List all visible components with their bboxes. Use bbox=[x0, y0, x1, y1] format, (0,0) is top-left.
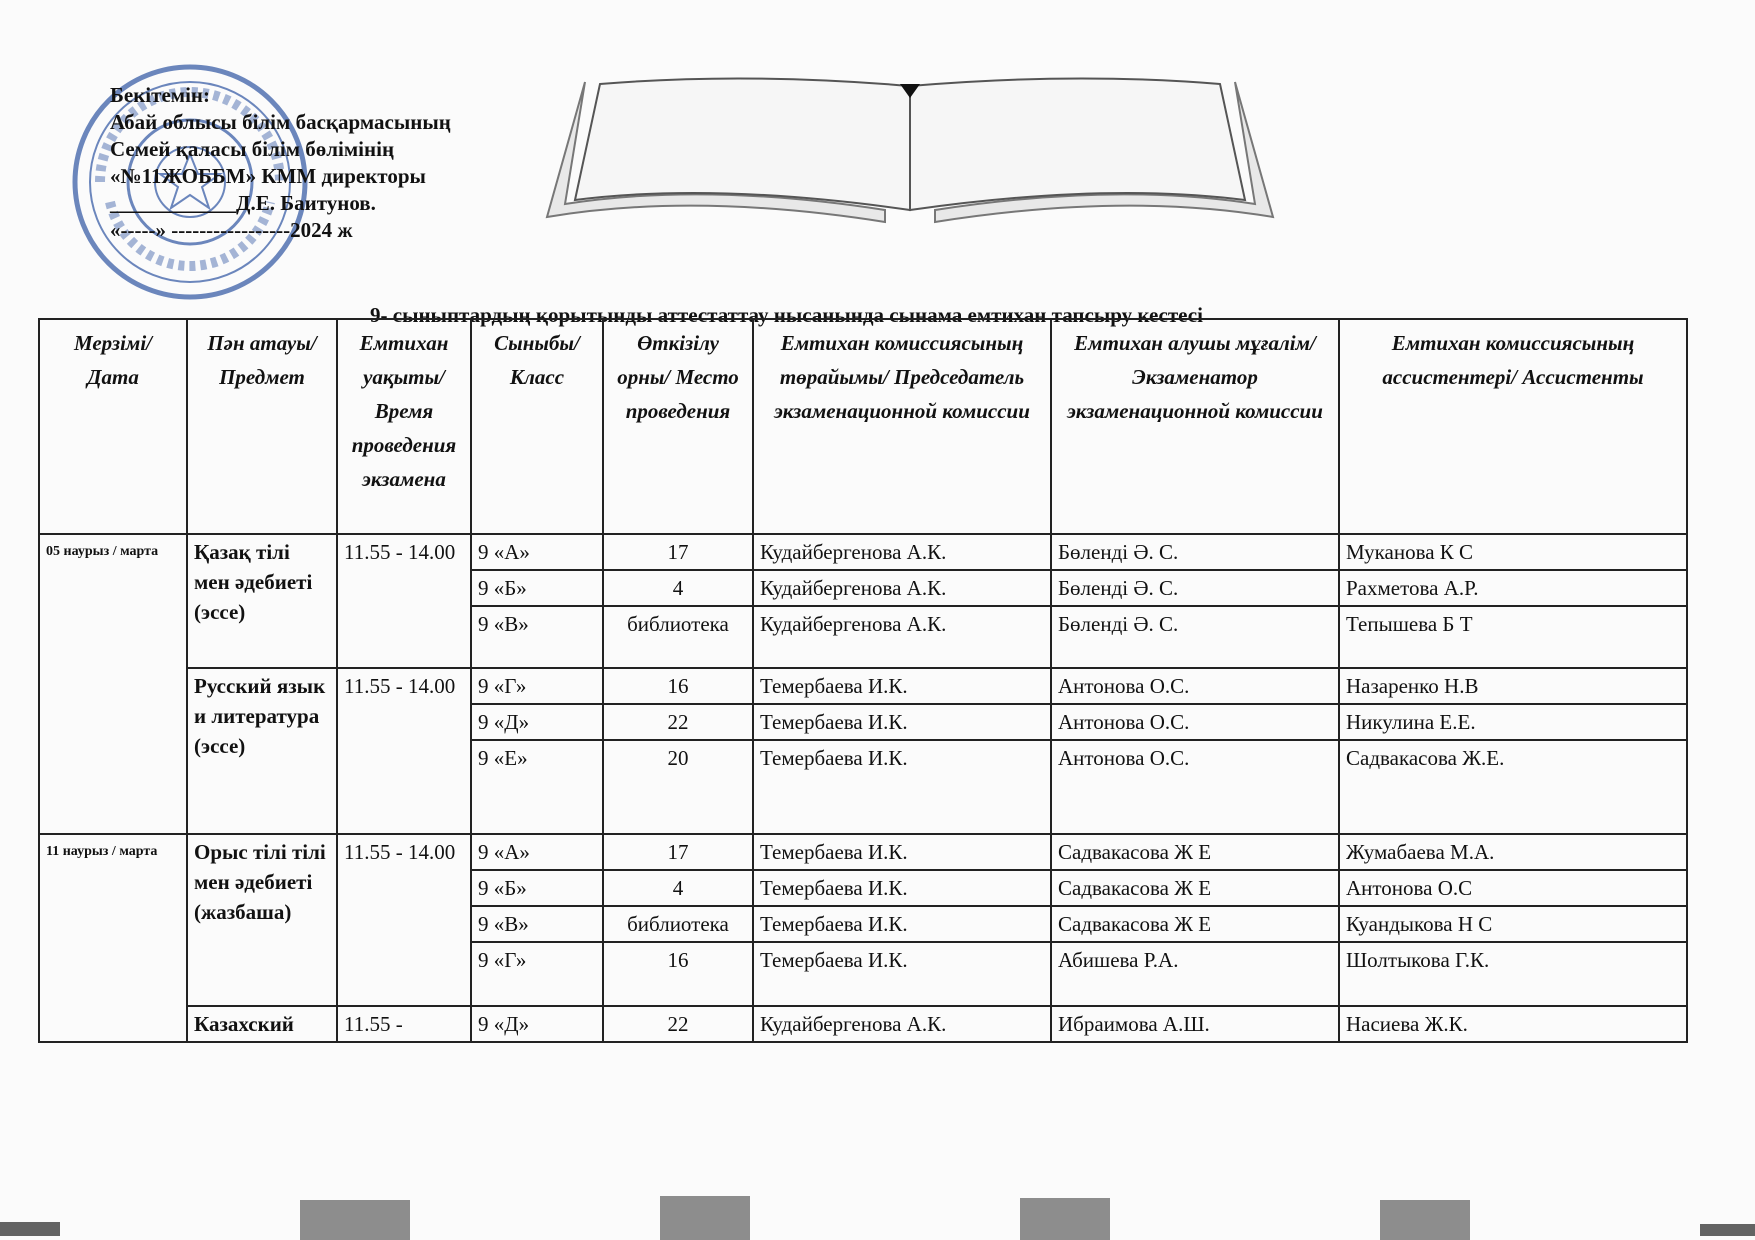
table-header-row bbox=[39, 319, 1687, 534]
approval-line: ____________Д.Е. Баитунов. bbox=[110, 191, 376, 215]
approval-line: Бекітемін: bbox=[110, 83, 211, 107]
chair-cell: Кудайбергенова А.К. bbox=[753, 570, 1051, 606]
table-row bbox=[39, 534, 1687, 570]
date-cell: 05 наурыз / марта bbox=[39, 534, 187, 834]
subject-cell: Казахский bbox=[187, 1006, 337, 1042]
examiner-cell: Ибраимова А.Ш. bbox=[1051, 1006, 1339, 1042]
chair-cell: Темербаева И.К. bbox=[753, 704, 1051, 740]
chair-cell: Темербаева И.К. bbox=[753, 942, 1051, 1006]
header-exam-time: Емтихан уақыты/ Время проведения экзамена bbox=[337, 319, 471, 534]
examiner-cell: Садвакасова Ж Е bbox=[1051, 906, 1339, 942]
header-class: Сыныбы/ Класс bbox=[471, 319, 603, 534]
open-book-icon bbox=[545, 72, 1275, 232]
approval-line: Абай облысы білім басқармасының bbox=[110, 110, 451, 134]
chair-cell: Кудайбергенова А.К. bbox=[753, 1006, 1051, 1042]
time-cell: 11.55 - 14.00 bbox=[337, 668, 471, 834]
assistant-cell: Садвакасова Ж.Е. bbox=[1339, 740, 1687, 834]
approval-line: «-----» -----------------2024 ж bbox=[110, 218, 353, 242]
room-cell: библиотека bbox=[603, 606, 753, 668]
table-row bbox=[39, 1006, 1687, 1042]
header-subject: Пән атауы/ Предмет bbox=[187, 319, 337, 534]
header-assistants: Емтихан комиссиясының ассистентері/ Ассистенты bbox=[1339, 319, 1687, 534]
class-cell: 9 «Г» bbox=[471, 668, 603, 704]
chair-cell: Темербаева И.К. bbox=[753, 906, 1051, 942]
class-cell: 9 «Б» bbox=[471, 870, 603, 906]
scan-artifact-icon bbox=[0, 1160, 1755, 1240]
approval-block bbox=[110, 82, 451, 244]
class-cell: 9 «В» bbox=[471, 906, 603, 942]
approval-line: «№11ЖОББМ» КММ директоры bbox=[110, 164, 426, 188]
header-examiner: Емтихан алушы мұғалім/ Экзаменатор экзаменационной комиссии bbox=[1051, 319, 1339, 534]
room-cell: 16 bbox=[603, 668, 753, 704]
assistant-cell: Куандыкова Н С bbox=[1339, 906, 1687, 942]
room-cell: 22 bbox=[603, 704, 753, 740]
class-cell: 9 «Е» bbox=[471, 740, 603, 834]
time-cell: 11.55 - bbox=[337, 1006, 471, 1042]
examiner-cell: Антонова О.С. bbox=[1051, 704, 1339, 740]
class-cell: 9 «Г» bbox=[471, 942, 603, 1006]
chair-cell: Темербаева И.К. bbox=[753, 870, 1051, 906]
chair-cell: Кудайбергенова А.К. bbox=[753, 606, 1051, 668]
room-cell: библиотека bbox=[603, 906, 753, 942]
date-cell: 11 наурыз / марта bbox=[39, 834, 187, 1042]
assistant-cell: Тепышева Б Т bbox=[1339, 606, 1687, 668]
examiner-cell: Абишева Р.А. bbox=[1051, 942, 1339, 1006]
assistant-cell: Никулина Е.Е. bbox=[1339, 704, 1687, 740]
examiner-cell: Садвакасова Ж Е bbox=[1051, 834, 1339, 870]
class-cell: 9 «А» bbox=[471, 834, 603, 870]
room-cell: 22 bbox=[603, 1006, 753, 1042]
assistant-cell: Рахметова А.Р. bbox=[1339, 570, 1687, 606]
exam-schedule-table bbox=[38, 318, 1688, 1043]
room-cell: 4 bbox=[603, 870, 753, 906]
time-cell: 11.55 - 14.00 bbox=[337, 534, 471, 668]
chair-cell: Кудайбергенова А.К. bbox=[753, 534, 1051, 570]
subject-cell: Русский язык и литература (эссе) bbox=[187, 668, 337, 834]
assistant-cell: Муканова К С bbox=[1339, 534, 1687, 570]
chair-cell: Темербаева И.К. bbox=[753, 740, 1051, 834]
class-cell: 9 «А» bbox=[471, 534, 603, 570]
room-cell: 16 bbox=[603, 942, 753, 1006]
class-cell: 9 «Д» bbox=[471, 704, 603, 740]
chair-cell: Темербаева И.К. bbox=[753, 668, 1051, 704]
examiner-cell: Бөленді Ә. С. bbox=[1051, 606, 1339, 668]
document-title: 9- сыныптардың қорытынды аттестаттау нысанында сынама емтихан тапсыру кестесі bbox=[370, 303, 1203, 327]
chair-cell: Темербаева И.К. bbox=[753, 834, 1051, 870]
subject-cell: Орыс тілі тілі мен әдебиеті (жазбаша) bbox=[187, 834, 337, 1006]
header-date: Мерзімі/ Дата bbox=[39, 319, 187, 534]
examiner-cell: Бөленді Ә. С. bbox=[1051, 570, 1339, 606]
class-cell: 9 «Б» bbox=[471, 570, 603, 606]
header-chairperson: Емтихан комиссиясының төрайымы/ Председатель экзаменационной комиссии bbox=[753, 319, 1051, 534]
assistant-cell: Насиева Ж.К. bbox=[1339, 1006, 1687, 1042]
assistant-cell: Антонова О.С bbox=[1339, 870, 1687, 906]
examiner-cell: Антонова О.С. bbox=[1051, 740, 1339, 834]
examiner-cell: Антонова О.С. bbox=[1051, 668, 1339, 704]
approval-line: Семей қаласы білім бөлімінің bbox=[110, 137, 395, 161]
examiner-cell: Садвакасова Ж Е bbox=[1051, 870, 1339, 906]
assistant-cell: Назаренко Н.В bbox=[1339, 668, 1687, 704]
examiner-cell: Бөленді Ә. С. bbox=[1051, 534, 1339, 570]
subject-cell: Қазақ тілі мен әдебиеті (эссе) bbox=[187, 534, 337, 668]
header-location: Өткізілу орны/ Место проведения bbox=[603, 319, 753, 534]
room-cell: 17 bbox=[603, 534, 753, 570]
time-cell: 11.55 - 14.00 bbox=[337, 834, 471, 1006]
table-row bbox=[39, 834, 1687, 870]
class-cell: 9 «В» bbox=[471, 606, 603, 668]
class-cell: 9 «Д» bbox=[471, 1006, 603, 1042]
room-cell: 4 bbox=[603, 570, 753, 606]
assistant-cell: Шолтыкова Г.К. bbox=[1339, 942, 1687, 1006]
room-cell: 17 bbox=[603, 834, 753, 870]
table-row bbox=[39, 668, 1687, 704]
room-cell: 20 bbox=[603, 740, 753, 834]
assistant-cell: Жумабаева М.А. bbox=[1339, 834, 1687, 870]
